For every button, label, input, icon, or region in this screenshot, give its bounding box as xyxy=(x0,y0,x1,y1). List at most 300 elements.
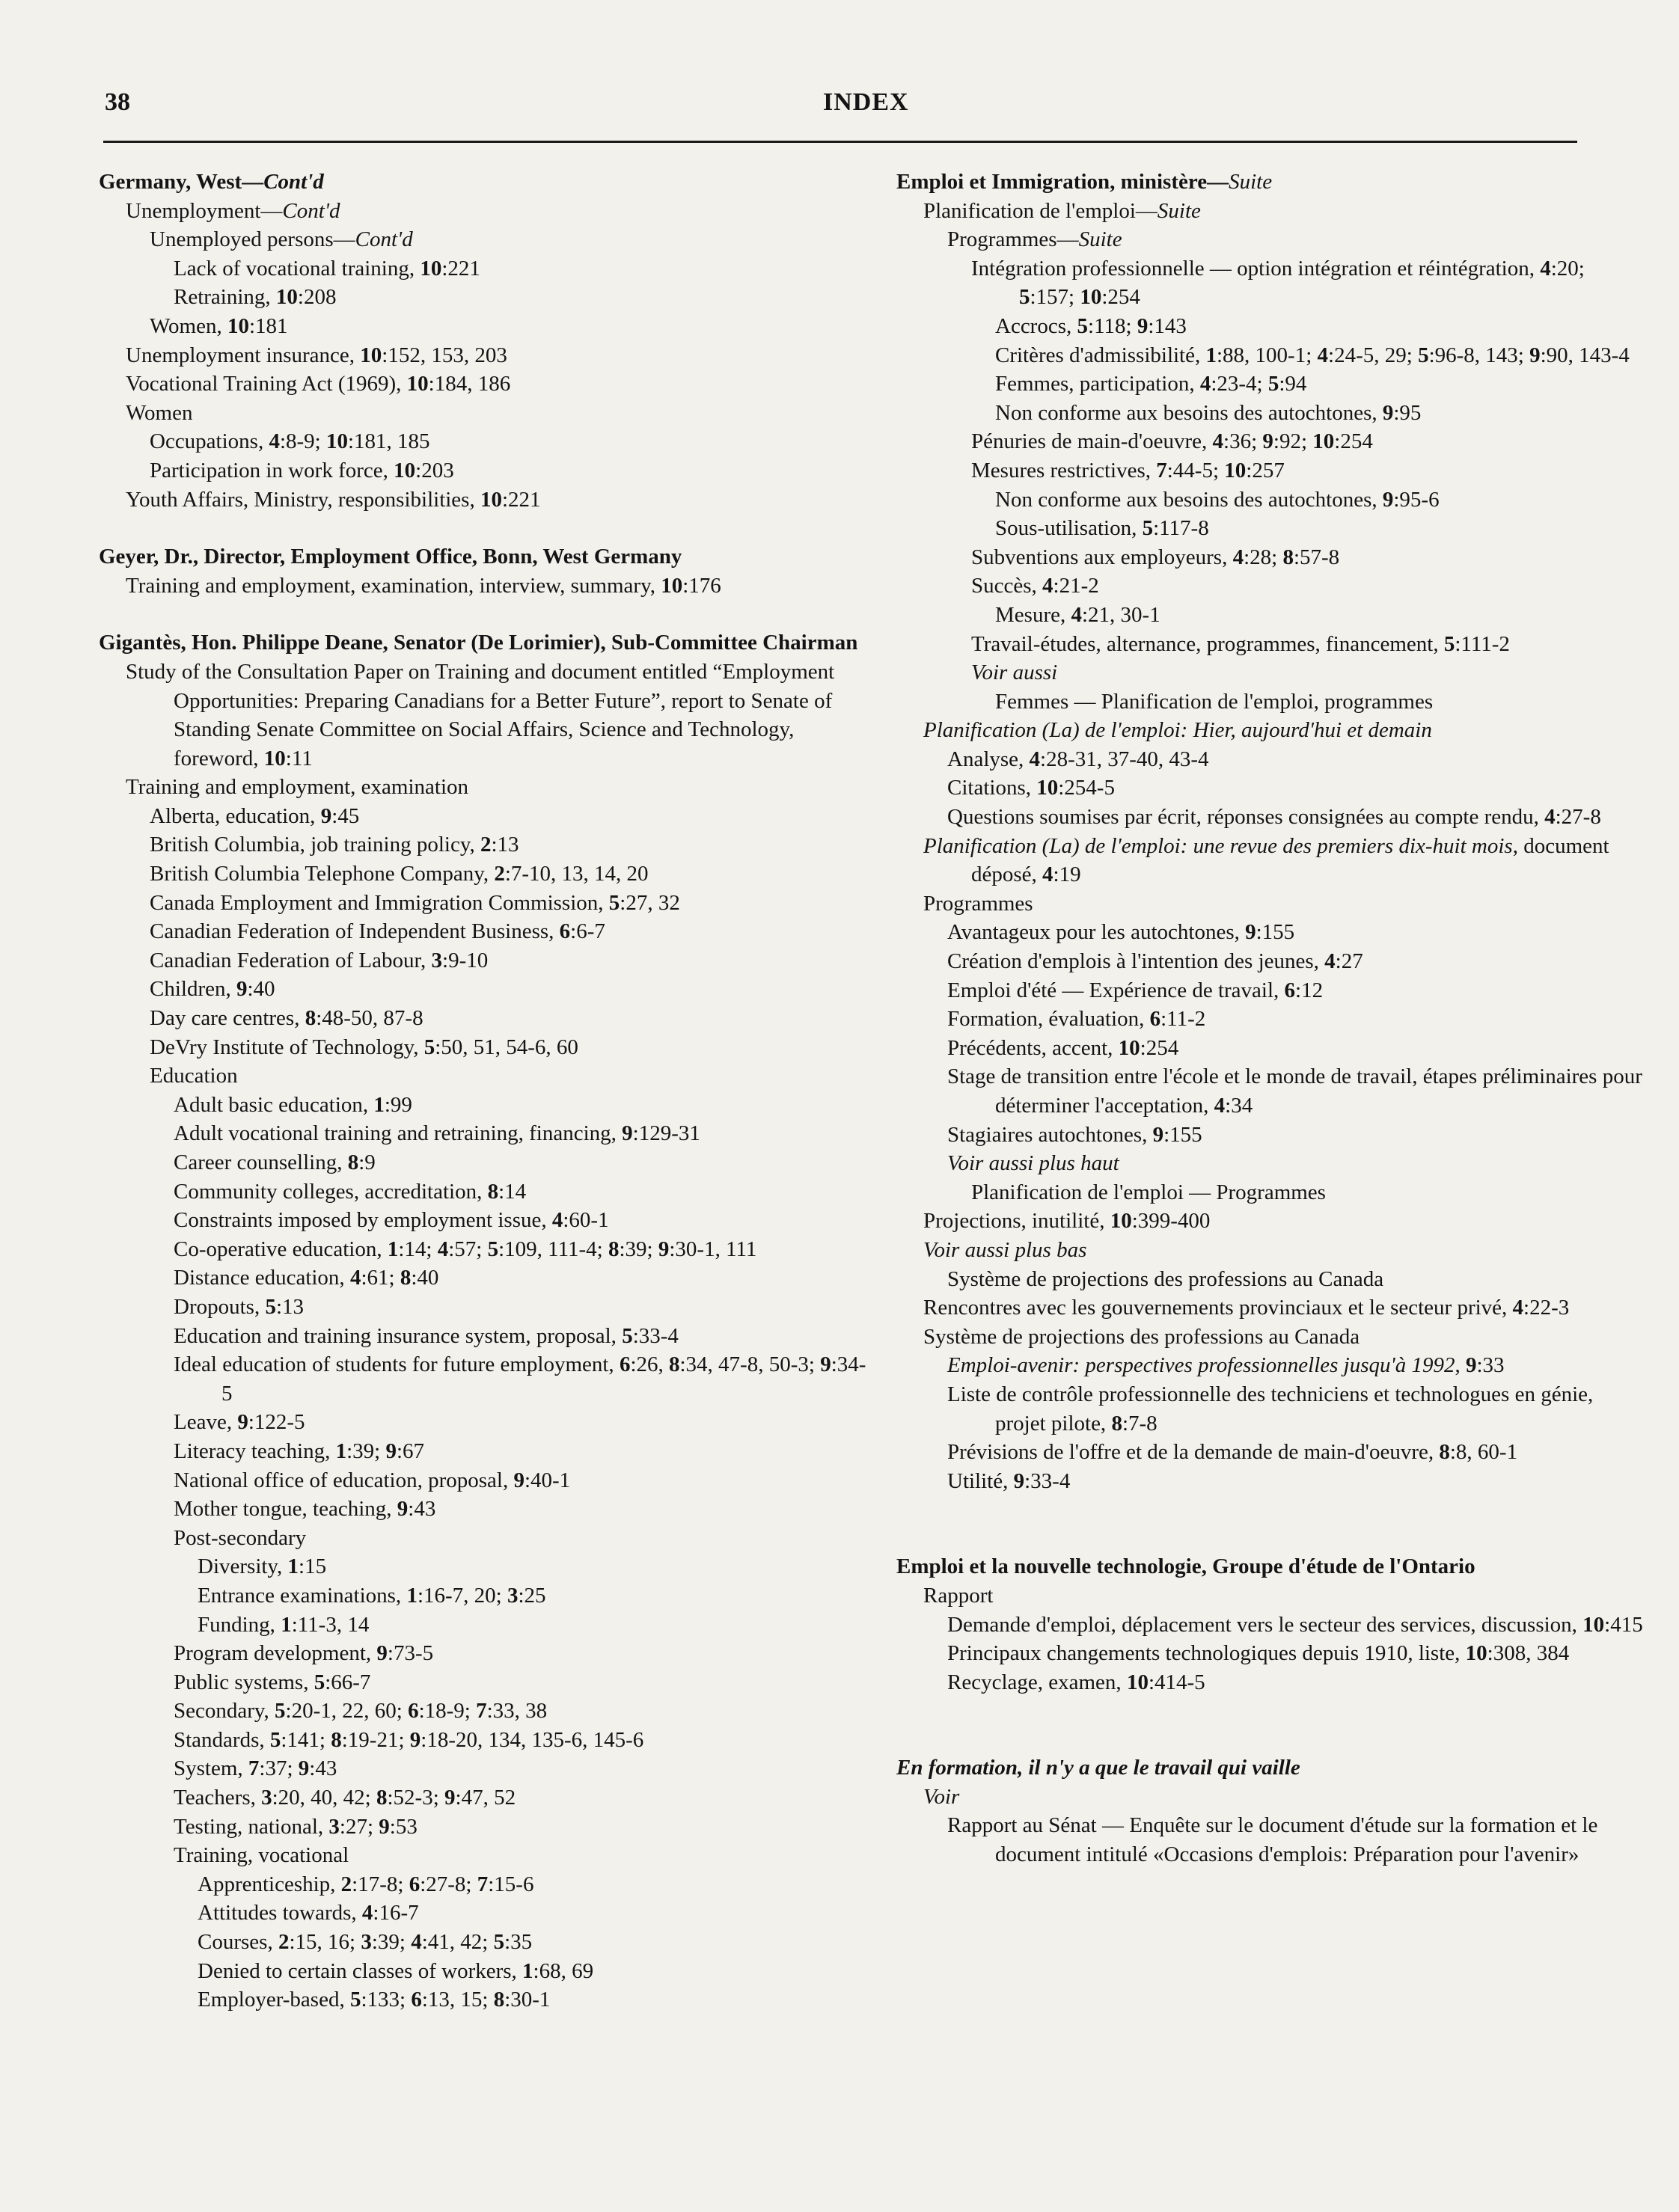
entry-text: :33-4 xyxy=(632,1323,679,1348)
volume-number: 4 xyxy=(1042,863,1053,887)
entry-text: Formation, évaluation, xyxy=(947,1007,1150,1032)
index-subentry xyxy=(896,456,1645,485)
volume-number: 4 xyxy=(349,1266,361,1290)
entry-text: :40-1 xyxy=(524,1468,571,1492)
entry-text: Entrance examinations, xyxy=(198,1583,407,1608)
volume-number: 4 xyxy=(1512,1296,1524,1320)
entry-text: Geyer, Dr., Director, Employment Office, Bonn, West Germany xyxy=(99,545,682,569)
index-subentry xyxy=(896,1380,1645,1438)
index-subentry xyxy=(99,1061,869,1091)
index-subentry xyxy=(896,1005,1645,1034)
volume-number: 5 xyxy=(314,1670,325,1694)
index-subentry xyxy=(99,1206,869,1235)
index-subentry xyxy=(99,1466,869,1495)
volume-number: 4 xyxy=(1199,372,1211,396)
entry-spacer xyxy=(896,1697,1645,1753)
index-subentry xyxy=(99,860,869,889)
volume-number: 4 xyxy=(1544,805,1556,830)
entry-text: Voir aussi plus haut xyxy=(947,1151,1119,1176)
entry-text: :61; xyxy=(361,1266,400,1290)
volume-number: 9 xyxy=(444,1786,456,1810)
entry-text: Planification de l'emploi — Programmes xyxy=(971,1180,1326,1204)
entry-text: Programmes— xyxy=(947,227,1079,252)
volume-number: 1 xyxy=(335,1439,347,1463)
entry-text: Non conforme aux besoins des autochtones, xyxy=(995,487,1383,512)
entry-text: Education and training insurance system, proposal, xyxy=(174,1323,623,1348)
index-subentry xyxy=(99,1783,869,1813)
entry-text: Denied to certain classes of workers, xyxy=(198,1958,523,1983)
volume-number: 10 xyxy=(1110,1209,1132,1234)
entry-text: Secondary, xyxy=(174,1699,275,1724)
volume-number: 5 xyxy=(1267,372,1279,396)
entry-text: :39; xyxy=(346,1439,386,1463)
index-subentry xyxy=(896,197,1645,226)
index-subentry xyxy=(896,1783,1645,1812)
entry-text: :9-10 xyxy=(442,948,489,972)
index-subentry xyxy=(99,1091,869,1120)
entry-text: Critères d'admissibilité, xyxy=(995,343,1206,367)
entry-text: :37; xyxy=(259,1756,299,1781)
entry-text: :27; xyxy=(339,1814,379,1839)
index-subentry xyxy=(99,1870,869,1899)
volume-number: 6 xyxy=(559,919,571,944)
entry-text: :20-1, 22, 60; xyxy=(285,1699,409,1724)
entry-text: :68, 69 xyxy=(533,1958,594,1983)
entry-text: British Columbia Telephone Company, xyxy=(150,862,495,886)
volume-number: 5 xyxy=(1142,516,1154,541)
entry-text: :143 xyxy=(1148,313,1187,338)
entry-text: :50, 51, 54-6, 60 xyxy=(435,1035,578,1059)
index-subentry xyxy=(896,1467,1645,1496)
entry-text: Employer-based, xyxy=(198,1988,350,2012)
entry-text: :14 xyxy=(498,1179,527,1204)
entry-text: Unemployment— xyxy=(126,198,283,223)
volume-number: 10 xyxy=(480,487,502,512)
entry-text: :254 xyxy=(1334,429,1373,454)
index-subentry xyxy=(896,803,1645,832)
entry-text: :57-8 xyxy=(1293,545,1340,569)
index-subentry xyxy=(99,1841,869,1870)
volume-number: 9 xyxy=(1245,920,1256,945)
volume-number: 9 xyxy=(1382,487,1394,512)
volume-number: 5 xyxy=(265,1294,276,1319)
entry-text: :11-3, 14 xyxy=(291,1612,370,1637)
entry-text: :40 xyxy=(411,1266,439,1290)
entry-text: Funding, xyxy=(198,1612,281,1637)
entry-text: :18-9; xyxy=(418,1699,477,1724)
entry-text: :47, 52 xyxy=(455,1786,516,1810)
entry-text: Prévisions de l'offre et de la demande de main-d'oeuvre, xyxy=(947,1440,1440,1465)
volume-number: 8 xyxy=(305,1006,316,1031)
index-subentry xyxy=(896,370,1645,399)
entry-text: :152, 153, 203 xyxy=(382,343,507,367)
volume-number: 10 xyxy=(420,256,442,281)
entry-text: Planification (La) de l'emploi: Hier, aujourd'hui et demain xyxy=(923,718,1432,743)
volume-number: 4 xyxy=(1042,574,1053,598)
volume-number: 4 xyxy=(1212,429,1224,454)
entry-text: Femmes, participation, xyxy=(995,372,1200,396)
index-subentry xyxy=(99,1726,869,1755)
volume-number: 8 xyxy=(1282,545,1294,569)
entry-text: Adult vocational training and retraining, financing, xyxy=(174,1121,623,1146)
entry-text: Mesures restrictives, xyxy=(971,458,1157,482)
entry-text: Co-operative education, xyxy=(174,1237,388,1261)
index-subentry xyxy=(99,399,869,428)
volume-number: 9 xyxy=(1013,1468,1025,1493)
volume-number: 10 xyxy=(1465,1641,1487,1666)
entry-text: Attitudes towards, xyxy=(198,1901,362,1925)
index-subentry xyxy=(99,485,869,515)
entry-text: :9 xyxy=(358,1151,376,1174)
entry-text: :181, 185 xyxy=(348,429,430,454)
index-subentry xyxy=(99,1668,869,1697)
entry-text: :33-4 xyxy=(1024,1468,1071,1493)
entry-text: :111-2 xyxy=(1455,631,1510,656)
entry-text: :17-8; xyxy=(352,1872,409,1896)
entry-text: Accrocs, xyxy=(995,313,1077,338)
entry-text: :27, 32 xyxy=(620,890,680,915)
entry-text: :16-7, 20; xyxy=(417,1583,507,1608)
entry-text: :27-8; xyxy=(420,1872,477,1896)
volume-number: 2 xyxy=(480,833,492,857)
volume-number: 10 xyxy=(661,573,683,598)
volume-number: 10 xyxy=(326,429,348,454)
entry-text: Leave, xyxy=(174,1410,238,1435)
entry-text: Courses, xyxy=(198,1930,278,1955)
entry-text: Emploi-avenir: perspectives professionnelles jusqu'à 1992 xyxy=(947,1353,1455,1378)
volume-number: 10 xyxy=(227,313,249,338)
entry-text: Canada Employment and Immigration Commission, xyxy=(150,890,609,915)
entry-text: :109, 111-4; xyxy=(498,1237,608,1261)
entry-text: Rencontres avec les gouvernements provinciaux et le secteur privé, xyxy=(923,1296,1513,1320)
volume-number: 9 xyxy=(1382,400,1394,425)
entry-text: :14; xyxy=(398,1237,438,1261)
volume-number: 10 xyxy=(1118,1035,1140,1060)
index-subentry xyxy=(99,341,869,370)
volume-number: 8 xyxy=(1439,1440,1450,1465)
entry-text: :11-2 xyxy=(1160,1007,1206,1032)
entry-text: Planification de l'emploi— xyxy=(923,198,1157,223)
volume-number: 2 xyxy=(340,1872,352,1896)
volume-number: 6 xyxy=(1149,1007,1161,1032)
entry-text: :6-7 xyxy=(570,919,605,944)
entry-text: :21-2 xyxy=(1053,574,1099,598)
volume-number: 7 xyxy=(248,1756,260,1781)
entry-text: Community colleges, accreditation, xyxy=(174,1179,488,1204)
entry-text: Youth Affairs, Ministry, responsibilities, xyxy=(126,487,480,512)
entry-text: :36; xyxy=(1223,429,1263,454)
entry-spacer xyxy=(99,514,869,542)
index-subentry xyxy=(896,1062,1645,1120)
entry-text: Vocational Training Act (1969), xyxy=(126,372,407,396)
entry-text: :18-20, 134, 135-6, 145-6 xyxy=(420,1727,644,1752)
volume-number: 5 xyxy=(493,1930,505,1955)
entry-text: :414-5 xyxy=(1148,1670,1205,1694)
volume-number: 4 xyxy=(1232,545,1244,569)
index-subentry xyxy=(896,889,1645,919)
index-subentry xyxy=(99,1235,869,1264)
entry-text: :66-7 xyxy=(325,1670,371,1694)
entry-text: British Columbia, job training policy, xyxy=(150,833,480,857)
volume-number: 5 xyxy=(487,1237,499,1261)
index-subentry xyxy=(99,802,869,831)
entry-text: Stagiaires autochtones, xyxy=(947,1122,1153,1147)
index-subentry xyxy=(99,1985,869,2015)
volume-number: 8 xyxy=(347,1151,359,1174)
index-subentry xyxy=(896,630,1645,659)
index-subentry xyxy=(99,1754,869,1783)
entry-text: Adult basic education, xyxy=(174,1092,374,1117)
entry-text: Cont'd xyxy=(355,227,413,252)
entry-text: Germany, West— xyxy=(99,170,264,194)
entry-text: :92; xyxy=(1273,429,1313,454)
volume-number: 10 xyxy=(1080,285,1102,310)
entry-text: :118; xyxy=(1088,313,1137,338)
entry-text: Recyclage, examen, xyxy=(947,1670,1127,1694)
index-subentry xyxy=(99,254,869,284)
volume-number: 6 xyxy=(411,1988,422,2012)
entry-text: Women xyxy=(126,400,193,425)
entry-text: :96-8, 143; xyxy=(1428,343,1530,367)
entry-text: :33 xyxy=(1476,1353,1505,1378)
entry-text: Système de projections des professions au Canada xyxy=(947,1266,1384,1291)
entry-text: :254-5 xyxy=(1058,776,1115,800)
entry-text: Occupations, xyxy=(150,429,269,454)
index-subentry xyxy=(896,225,1645,254)
entry-text: :95-6 xyxy=(1393,487,1440,512)
entry-text: :28-31, 37-40, 43-4 xyxy=(1040,747,1209,771)
entry-text: Children, xyxy=(150,977,236,1002)
entry-text: :57; xyxy=(448,1237,488,1261)
entry-text: Suite xyxy=(1157,198,1201,223)
entry-text: :40 xyxy=(247,977,275,1002)
volume-number: 10 xyxy=(275,285,298,310)
index-subentry xyxy=(896,1611,1645,1640)
volume-number: 1 xyxy=(373,1092,385,1117)
volume-number: 10 xyxy=(1036,776,1059,800)
entry-text: :203 xyxy=(415,458,454,482)
volume-number: 4 xyxy=(1071,602,1082,627)
entry-text: :30-1 xyxy=(504,1988,551,2012)
entry-text: Travail-études, alternance, programmes, financement, xyxy=(971,631,1444,656)
entry-text: :129-31 xyxy=(632,1121,700,1146)
index-subentry xyxy=(896,572,1645,601)
entry-text: :8-9; xyxy=(279,429,326,454)
entry-text: :48-50, 87-8 xyxy=(316,1006,423,1031)
volume-number: 5 xyxy=(269,1727,281,1752)
entry-text: :39; xyxy=(371,1930,412,1955)
entry-text: :15, 16; xyxy=(289,1930,361,1955)
entry-text: :22-3 xyxy=(1523,1296,1570,1320)
entry-text: Précédents, accent, xyxy=(947,1035,1119,1060)
entry-text: :35 xyxy=(504,1930,533,1955)
entry-text: :13, 15; xyxy=(421,1988,494,2012)
volume-number: 10 xyxy=(1582,1612,1605,1637)
entry-text: :12 xyxy=(1295,978,1324,1002)
volume-number: 3 xyxy=(361,1930,372,1955)
volume-number: 3 xyxy=(507,1583,519,1608)
entry-text: :27 xyxy=(1335,949,1363,974)
entry-text: :45 xyxy=(331,803,360,828)
entry-text: Training and employment, examination xyxy=(126,775,469,800)
entry-text: Projections, inutilité, xyxy=(923,1209,1110,1234)
entry-text: :43 xyxy=(309,1756,337,1781)
entry-text: Ideal education of students for future employment, xyxy=(174,1352,620,1377)
entry-text: :28; xyxy=(1244,545,1283,569)
entry-text: Cont'd xyxy=(282,198,340,223)
volume-number: 9 xyxy=(385,1439,397,1463)
volume-number: 1 xyxy=(522,1958,533,1983)
index-subentry xyxy=(896,485,1645,515)
index-subentry xyxy=(99,1524,869,1553)
volume-number: 3 xyxy=(261,1786,272,1810)
entry-text: Voir aussi xyxy=(971,661,1058,685)
entry-text: Non conforme aux besoins des autochtones, xyxy=(995,400,1383,425)
entry-text: Unemployment insurance, xyxy=(126,343,361,367)
index-subentry xyxy=(896,976,1645,1005)
entry-text: Diversity, xyxy=(198,1554,288,1579)
entry-text: Intégration professionnelle — option intégration et réintégration, xyxy=(971,256,1541,281)
entry-text: Career counselling, xyxy=(174,1151,348,1174)
entry-text: Day care centres, xyxy=(150,1006,305,1031)
entry-text: :67 xyxy=(396,1439,425,1463)
entry-text: Canadian Federation of Labour, xyxy=(150,948,432,972)
volume-number: 9 xyxy=(409,1727,421,1752)
entry-text: Femmes — Planification de l'emploi, programmes xyxy=(995,689,1434,714)
entry-text: :254 xyxy=(1140,1035,1179,1060)
volume-number: 7 xyxy=(1156,458,1167,482)
index-subentry xyxy=(99,427,869,456)
entry-text: Unemployed persons— xyxy=(150,227,355,252)
volume-number: 10 xyxy=(360,343,382,367)
index-subentry xyxy=(896,312,1645,341)
index-subentry xyxy=(896,1178,1645,1207)
index-subentry xyxy=(99,1639,869,1668)
entry-text: Emploi d'été — Expérience de travail, xyxy=(947,978,1285,1002)
entry-text: DeVry Institute of Technology, xyxy=(150,1035,424,1059)
entry-text: :7-10, 13, 14, 20 xyxy=(504,862,649,886)
index-heading xyxy=(896,1207,1645,1236)
index-subentry xyxy=(99,1033,869,1062)
entry-text: :8, 60-1 xyxy=(1449,1440,1518,1465)
entry-text: Training, vocational xyxy=(174,1843,349,1868)
entry-text: :181 xyxy=(248,313,288,338)
index-subentry xyxy=(99,225,869,254)
volume-number: 9 xyxy=(1152,1122,1164,1147)
entry-text: :95 xyxy=(1393,400,1422,425)
volume-number: 2 xyxy=(278,1930,290,1955)
index-subentry xyxy=(99,1928,869,1957)
entry-text: Suite xyxy=(1078,227,1122,252)
volume-number: 5 xyxy=(622,1323,633,1348)
entry-text: Alberta, education, xyxy=(150,803,321,828)
index-subentry xyxy=(99,1581,869,1611)
entry-text: Utilité, xyxy=(947,1468,1014,1493)
entry-text: Analyse, xyxy=(947,747,1030,771)
entry-text: :34 xyxy=(1225,1094,1253,1118)
volume-number: 4 xyxy=(1029,747,1041,771)
entry-text: Constraints imposed by employment issue, xyxy=(174,1208,552,1233)
entry-text: :157; xyxy=(1030,285,1080,310)
entry-text: :19 xyxy=(1053,863,1081,887)
volume-number: 4 xyxy=(1317,343,1329,367)
volume-number: 9 xyxy=(237,1410,248,1435)
entry-text: :208 xyxy=(297,285,337,310)
entry-text: :15-6 xyxy=(488,1872,534,1896)
volume-number: 9 xyxy=(1262,429,1273,454)
entry-text: Public systems, xyxy=(174,1670,314,1694)
volume-number: 5 xyxy=(275,1699,286,1724)
volume-number: 8 xyxy=(376,1786,388,1810)
entry-text: Rapport xyxy=(923,1583,994,1608)
entry-text: :90, 143-4 xyxy=(1540,343,1630,367)
index-subentry xyxy=(896,427,1645,456)
index-subentry xyxy=(99,1177,869,1207)
index-subentry xyxy=(896,1034,1645,1063)
index-subentry xyxy=(99,1697,869,1726)
volume-number: 1 xyxy=(1205,343,1217,367)
entry-text: Teachers, xyxy=(174,1786,262,1810)
volume-number: 6 xyxy=(619,1352,631,1377)
entry-text: :44-5; xyxy=(1166,458,1225,482)
entry-text: Distance education, xyxy=(174,1266,350,1290)
volume-number: 10 xyxy=(1312,429,1335,454)
entry-text: Avantageux pour les autochtones, xyxy=(947,920,1246,945)
index-subentry xyxy=(99,312,869,341)
entry-text: Mother tongue, teaching, xyxy=(174,1497,397,1522)
index-subentry xyxy=(896,832,1645,889)
entry-text: En formation, il n'y a que le travail qui vaille xyxy=(896,1756,1300,1780)
volume-number: 10 xyxy=(1126,1670,1149,1694)
entry-text: :399-400 xyxy=(1131,1209,1211,1234)
entry-text: Dropouts, xyxy=(174,1294,266,1319)
index-subentry xyxy=(99,1957,869,1986)
volume-number: 5 xyxy=(1077,313,1089,338)
index-subentry xyxy=(896,514,1645,543)
entry-text: :20, 40, 42; xyxy=(272,1786,376,1810)
entry-text: Education xyxy=(150,1064,238,1088)
index-heading xyxy=(896,1552,1645,1581)
entry-text: Planification (La) de l'emploi: une revue des premiers dix-huit mois xyxy=(923,833,1513,858)
index-subentry xyxy=(896,543,1645,572)
index-subentry xyxy=(896,341,1645,370)
entry-text: Retraining, xyxy=(174,285,276,310)
entry-text: :41, 42; xyxy=(421,1930,494,1955)
entry-text: :155 xyxy=(1163,1122,1202,1147)
index-heading xyxy=(99,168,869,197)
index-heading xyxy=(896,1753,1645,1783)
volume-number: 1 xyxy=(387,1237,399,1261)
index-subentry xyxy=(99,1495,869,1524)
entry-text: :141; xyxy=(281,1727,331,1752)
entry-text: Standards, xyxy=(174,1727,270,1752)
index-subentry xyxy=(896,601,1645,630)
entry-text: :133; xyxy=(361,1988,412,2012)
entry-text: Canadian Federation of Independent Business, xyxy=(150,919,560,944)
index-subentry xyxy=(896,399,1645,428)
index-subentry xyxy=(896,1236,1645,1265)
entry-text: :20; xyxy=(1550,256,1585,281)
entry-text: :122-5 xyxy=(248,1410,305,1435)
index-subentry xyxy=(99,197,869,226)
volume-number: 7 xyxy=(476,1699,487,1724)
index-subentry xyxy=(896,254,1645,312)
index-subentry xyxy=(99,1148,869,1177)
volume-number: 1 xyxy=(287,1554,299,1579)
entry-text: :33, 38 xyxy=(486,1699,548,1724)
entry-text: Post-secondary xyxy=(174,1525,307,1550)
index-subentry xyxy=(99,283,869,312)
